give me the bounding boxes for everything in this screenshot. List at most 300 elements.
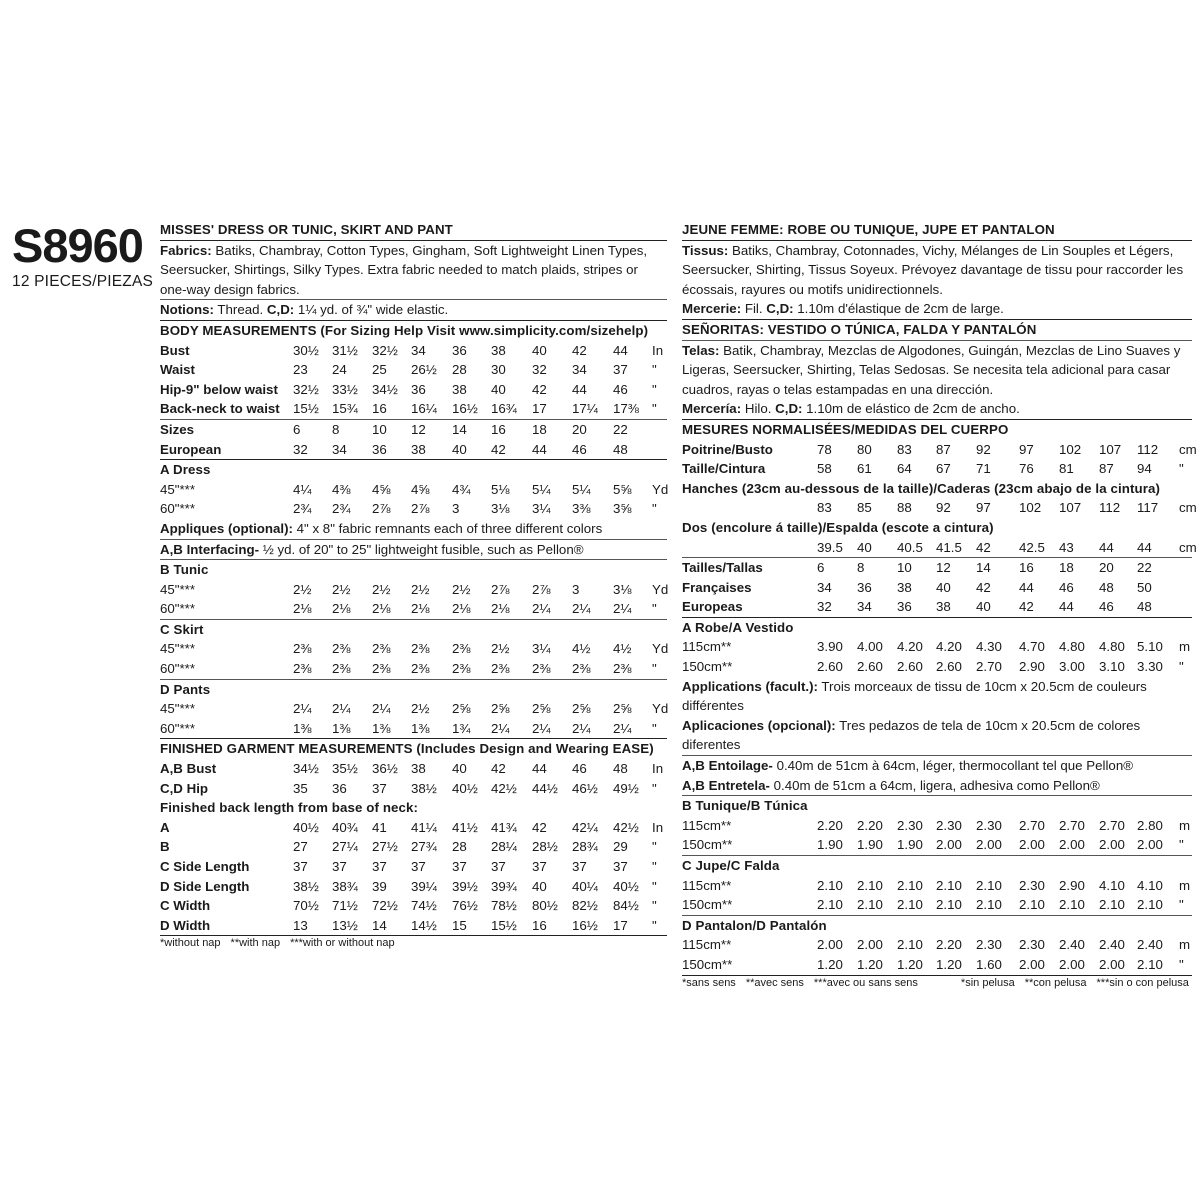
table-cell: 4.70 bbox=[1019, 639, 1045, 655]
table-cell: 2.10 bbox=[1137, 956, 1163, 972]
table-row bbox=[682, 578, 1192, 598]
table-cell: 43 bbox=[1059, 539, 1074, 555]
table-cell: 3.30 bbox=[1137, 659, 1163, 675]
table-cell: 12 bbox=[411, 421, 426, 437]
table-row bbox=[682, 440, 1197, 460]
table-cell: 2½ bbox=[411, 701, 430, 717]
table-cell: 71 bbox=[976, 461, 991, 477]
table-cell: 40 bbox=[936, 579, 951, 595]
mesures-heading: MESURES NORMALISÉES/MEDIDAS DEL CUERPO bbox=[682, 421, 1009, 437]
table-row bbox=[682, 498, 1197, 518]
table-cell: 92 bbox=[936, 500, 951, 516]
table-cell: 40 bbox=[452, 761, 467, 777]
row-label: C,D Hip bbox=[160, 780, 209, 796]
dos-row bbox=[682, 538, 1197, 558]
table-cell: 44 bbox=[1059, 599, 1074, 615]
table-cell: 2¼ bbox=[613, 720, 632, 736]
table-cell: 82½ bbox=[572, 898, 598, 914]
robe-heading: A Robe/A Vestido bbox=[682, 619, 794, 635]
table-cell: 2¾ bbox=[293, 501, 312, 517]
table-cell: 34½ bbox=[372, 381, 398, 397]
table-cell: 5.10 bbox=[1137, 639, 1163, 655]
table-cell: 40½ bbox=[613, 878, 639, 894]
table-cell: 2.20 bbox=[936, 937, 962, 953]
table-cell: 2.30 bbox=[976, 937, 1002, 953]
table-cell: 36 bbox=[452, 342, 467, 358]
table-cell: 15½ bbox=[491, 917, 517, 933]
row-label: B bbox=[160, 839, 170, 855]
table-cell: 1.60 bbox=[976, 956, 1002, 972]
notions-paragraph: Notions: Thread. C,D: 1¼ yd. of ¾" wide elastic. bbox=[160, 302, 449, 318]
table-cell: 2.60 bbox=[897, 659, 923, 675]
table-cell: 10 bbox=[372, 421, 387, 437]
table-cell: 2.10 bbox=[857, 897, 883, 913]
table-cell: 17 bbox=[532, 401, 547, 417]
row-label: C Width bbox=[160, 898, 211, 914]
unit-cell: m bbox=[1179, 817, 1191, 833]
table-cell: 3¼ bbox=[532, 501, 551, 517]
table-cell: 2.00 bbox=[857, 937, 883, 953]
table-cell: 46 bbox=[572, 441, 587, 457]
table-cell: 2⅝ bbox=[572, 701, 591, 717]
unit-cell: cm bbox=[1179, 500, 1197, 516]
table-cell: 1⅜ bbox=[411, 720, 430, 736]
table-cell: 76½ bbox=[452, 898, 478, 914]
table-cell: 2.70 bbox=[1099, 817, 1125, 833]
table-row bbox=[160, 877, 667, 897]
unit-cell: " bbox=[652, 780, 657, 796]
table-cell: 40 bbox=[532, 342, 547, 358]
table-cell: 13½ bbox=[332, 917, 358, 933]
table-cell: 40 bbox=[452, 441, 467, 457]
table-cell: 2⅜ bbox=[293, 641, 312, 657]
table-cell: 2.10 bbox=[857, 877, 883, 893]
table-cell: 48 bbox=[1137, 599, 1152, 615]
table-cell: 1.20 bbox=[817, 956, 843, 972]
tunic-heading: B Tunic bbox=[160, 562, 209, 578]
table-cell: 92 bbox=[976, 441, 991, 457]
unit-cell: " bbox=[652, 601, 657, 617]
table-cell: 84½ bbox=[613, 898, 639, 914]
table-cell: 46½ bbox=[572, 780, 598, 796]
table-cell: 3⅛ bbox=[613, 581, 632, 597]
table-cell: 28¾ bbox=[572, 839, 598, 855]
table-row bbox=[160, 399, 667, 419]
row-label: C Side Length bbox=[160, 859, 250, 874]
table-cell: 2.30 bbox=[1019, 937, 1045, 953]
table-row bbox=[682, 816, 1192, 836]
table-cell: 2¾ bbox=[332, 501, 351, 517]
table-cell: 1⅜ bbox=[293, 720, 312, 736]
table-cell: 67 bbox=[936, 461, 951, 477]
unit-cell: " bbox=[652, 501, 657, 517]
table-cell: 5¼ bbox=[532, 481, 551, 497]
table-cell: 78 bbox=[817, 441, 832, 457]
table-cell: 42 bbox=[532, 381, 547, 397]
table-cell: 2⅞ bbox=[411, 501, 430, 517]
table-cell: 1.90 bbox=[817, 837, 843, 853]
table-cell: 44 bbox=[1099, 539, 1114, 555]
unit-cell: cm bbox=[1179, 539, 1197, 555]
spanish-title: SEÑORITAS: VESTIDO O TÚNICA, FALDA Y PANTALÓN bbox=[682, 321, 1037, 337]
table-cell: 35½ bbox=[332, 761, 358, 777]
unit-cell: m bbox=[1179, 639, 1191, 655]
unit-cell: " bbox=[652, 917, 657, 933]
table-cell: 37 bbox=[293, 859, 308, 874]
table-cell: 2.30 bbox=[897, 817, 923, 833]
table-row bbox=[160, 719, 667, 739]
table-cell: 94 bbox=[1137, 461, 1152, 477]
table-cell: 61 bbox=[857, 461, 872, 477]
table-cell: 28¼ bbox=[491, 839, 517, 855]
table-cell: 2.70 bbox=[976, 659, 1002, 675]
row-label: 115cm** bbox=[682, 817, 732, 833]
pants-heading: D Pants bbox=[160, 681, 211, 697]
table-cell: 112 bbox=[1137, 441, 1159, 457]
table-cell: 2.00 bbox=[976, 837, 1002, 853]
table-cell: 2.80 bbox=[1137, 817, 1163, 833]
table-cell: 32 bbox=[817, 599, 832, 615]
table-cell: 40½ bbox=[452, 780, 478, 796]
table-row bbox=[160, 480, 667, 500]
table-cell: 80 bbox=[857, 441, 872, 457]
table-cell: 37 bbox=[491, 859, 506, 874]
table-row bbox=[682, 538, 1197, 558]
table-cell: 2.00 bbox=[1099, 956, 1125, 972]
table-cell: 35 bbox=[293, 780, 308, 796]
table-cell: 38½ bbox=[411, 780, 437, 796]
table-cell: 4.80 bbox=[1099, 639, 1125, 655]
table-cell: 32 bbox=[293, 441, 308, 457]
table-cell: 16 bbox=[491, 421, 506, 437]
table-cell: 4⅜ bbox=[332, 481, 351, 497]
table-cell: 20 bbox=[1099, 560, 1114, 576]
table-cell: 4¾ bbox=[452, 481, 471, 497]
table-cell: 3.10 bbox=[1099, 659, 1125, 675]
row-label: 45"*** bbox=[160, 701, 196, 717]
table-row bbox=[160, 779, 667, 799]
table-row bbox=[682, 459, 1192, 479]
table-cell: 41.5 bbox=[936, 539, 962, 555]
tailles-table bbox=[682, 558, 1192, 617]
table-cell: 36½ bbox=[372, 761, 398, 777]
table-cell: 41 bbox=[372, 819, 387, 835]
row-label: Poitrine/Busto bbox=[682, 441, 773, 457]
table-cell: 2⅛ bbox=[491, 601, 510, 617]
table-row bbox=[160, 818, 667, 838]
table-cell: 2¼ bbox=[532, 601, 551, 617]
table-cell: 2¼ bbox=[572, 720, 591, 736]
unit-cell: " bbox=[1179, 659, 1184, 675]
table-cell: 37 bbox=[372, 780, 387, 796]
table-cell: 58 bbox=[817, 461, 832, 477]
table-cell: 48 bbox=[613, 441, 628, 457]
row-label: Waist bbox=[160, 362, 195, 378]
table-cell: 16¾ bbox=[491, 401, 517, 417]
table-cell: 3⅛ bbox=[491, 501, 510, 517]
table-cell: 15¾ bbox=[332, 401, 358, 417]
table-cell: 1.20 bbox=[936, 956, 962, 972]
table-cell: 4.80 bbox=[1059, 639, 1085, 655]
table-cell: 39¼ bbox=[411, 878, 437, 894]
table-cell: 97 bbox=[976, 500, 991, 516]
table-cell: 49½ bbox=[613, 780, 639, 796]
table-row bbox=[160, 599, 667, 619]
row-label: 150cm** bbox=[682, 659, 733, 675]
table-cell: 2⅜ bbox=[332, 641, 351, 657]
table-cell: 3⅜ bbox=[572, 501, 591, 517]
unit-cell: " bbox=[652, 720, 657, 736]
row-label: 115cm** bbox=[682, 639, 732, 655]
table-cell: 2⅝ bbox=[452, 701, 471, 717]
table-cell: 2⅝ bbox=[613, 701, 632, 717]
table-cell: 74½ bbox=[411, 898, 437, 914]
table-cell: 2.00 bbox=[1019, 837, 1045, 853]
dos-heading: Dos (encolure á taille)/Espalda (escote a cintura) bbox=[682, 519, 994, 535]
table-cell: 2.10 bbox=[817, 877, 843, 893]
table-cell: 1⅜ bbox=[332, 720, 351, 736]
table-cell: 38 bbox=[452, 381, 467, 397]
table-cell: 2½ bbox=[491, 641, 510, 657]
table-cell: 42 bbox=[1019, 599, 1034, 615]
table-cell: 4½ bbox=[613, 641, 632, 657]
table-cell: 2½ bbox=[452, 581, 471, 597]
table-cell: 42½ bbox=[491, 780, 517, 796]
table-cell: 44 bbox=[532, 761, 547, 777]
unit-cell: m bbox=[1179, 937, 1191, 953]
table-cell: 2.40 bbox=[1059, 937, 1085, 953]
table-cell: 2.90 bbox=[1019, 659, 1045, 675]
table-cell: 2⅛ bbox=[411, 601, 430, 617]
table-cell: 117 bbox=[1137, 500, 1159, 516]
table-cell: 71½ bbox=[332, 898, 358, 914]
row-label: D Width bbox=[160, 917, 211, 933]
table-cell: 2.60 bbox=[857, 659, 883, 675]
unit-cell: cm bbox=[1179, 441, 1197, 457]
table-cell: 33½ bbox=[332, 381, 358, 397]
table-cell: 2.00 bbox=[936, 837, 962, 853]
table-cell: 32½ bbox=[372, 342, 398, 358]
unit-cell: Yd bbox=[652, 481, 669, 497]
table-cell: 2.10 bbox=[1099, 897, 1125, 913]
french-spanish-column bbox=[682, 220, 1197, 990]
table-cell: 2⅜ bbox=[332, 661, 351, 677]
table-cell: 2.00 bbox=[1059, 956, 1085, 972]
table-cell: 2.00 bbox=[1059, 837, 1085, 853]
table-cell: 18 bbox=[532, 421, 547, 437]
entoilage-note: A,B Entoilage- 0.40m de 51cm à 64cm, léger, thermocollant tel que Pellon® bbox=[682, 758, 1134, 774]
table-row bbox=[160, 759, 667, 779]
table-cell: 81 bbox=[1059, 461, 1074, 477]
table-cell: 42¼ bbox=[572, 819, 598, 835]
table-cell: 2⅜ bbox=[452, 641, 471, 657]
row-label: 45"*** bbox=[160, 481, 196, 497]
row-label: Bust bbox=[160, 342, 190, 358]
table-row bbox=[682, 835, 1192, 855]
appliques-note: Appliques (optional): 4" x 8" fabric remnants each of three different colors bbox=[160, 520, 603, 536]
table-cell: 4⅝ bbox=[411, 481, 430, 497]
table-cell: 1.20 bbox=[857, 956, 883, 972]
jupe-yardage-table bbox=[682, 876, 1192, 915]
table-cell: 39 bbox=[372, 878, 387, 894]
table-cell: 3.00 bbox=[1059, 659, 1085, 675]
table-cell: 2½ bbox=[293, 581, 312, 597]
table-cell: 2.10 bbox=[976, 877, 1002, 893]
table-cell: 76 bbox=[1019, 461, 1034, 477]
table-row bbox=[160, 440, 667, 460]
table-cell: 2.20 bbox=[817, 817, 843, 833]
table-cell: 29 bbox=[613, 839, 628, 855]
table-cell: 46 bbox=[1059, 579, 1074, 595]
sizes-table bbox=[160, 420, 667, 459]
table-cell: 15½ bbox=[293, 401, 319, 417]
table-cell: 38½ bbox=[293, 878, 319, 894]
table-row bbox=[160, 420, 667, 440]
row-label: 60"*** bbox=[160, 601, 196, 617]
table-cell: 3 bbox=[572, 581, 580, 597]
table-cell: 17⅜ bbox=[613, 401, 639, 417]
table-cell: 97 bbox=[1019, 441, 1034, 457]
table-cell: 22 bbox=[1137, 560, 1152, 576]
table-cell: 2¼ bbox=[572, 601, 591, 617]
table-cell: 26½ bbox=[411, 362, 437, 378]
finished-measurements-heading: FINISHED GARMENT MEASUREMENTS (Includes Design and Wearing EASE) bbox=[160, 741, 654, 757]
table-cell: 40¼ bbox=[572, 878, 598, 894]
table-cell: 2.90 bbox=[1059, 877, 1085, 893]
skirt-heading: C Skirt bbox=[160, 621, 204, 637]
table-cell: 16 bbox=[532, 917, 547, 933]
table-cell: 40½ bbox=[293, 819, 319, 835]
table-row bbox=[682, 955, 1192, 975]
table-cell: 2¼ bbox=[372, 701, 391, 717]
table-cell: 44½ bbox=[532, 780, 558, 796]
table-cell: 40.5 bbox=[897, 539, 923, 555]
table-cell: 14 bbox=[372, 917, 387, 933]
table-row bbox=[160, 499, 667, 519]
table-cell: 44 bbox=[1019, 579, 1034, 595]
table-cell: 2⅜ bbox=[372, 661, 391, 677]
table-cell: 2.00 bbox=[1099, 837, 1125, 853]
row-label: 150cm** bbox=[682, 897, 733, 913]
table-cell: 44 bbox=[1137, 539, 1152, 555]
french-spanish-footnotes: *sans sens **avec sens ***avec ou sans sens *sin pelusa **con pelusa ***sin o con pelusa bbox=[682, 976, 1189, 989]
unit-cell: In bbox=[652, 342, 664, 358]
table-cell: 2⅝ bbox=[491, 701, 510, 717]
unit-cell: In bbox=[652, 761, 664, 777]
table-cell: 2⅜ bbox=[293, 661, 312, 677]
table-cell: 107 bbox=[1059, 500, 1082, 516]
table-cell: 34 bbox=[572, 362, 587, 378]
table-cell: 1¾ bbox=[452, 720, 471, 736]
table-cell: 83 bbox=[817, 500, 832, 516]
table-row bbox=[160, 916, 667, 936]
row-label: A bbox=[160, 819, 170, 835]
table-cell: 112 bbox=[1099, 500, 1121, 516]
table-row bbox=[682, 558, 1192, 578]
row-label: 60"*** bbox=[160, 661, 196, 677]
table-cell: 72½ bbox=[372, 898, 398, 914]
mercerie-paragraph: Mercerie: Fil. C,D: 1.10m d'élastique de 2cm de large. bbox=[682, 301, 1004, 317]
table-cell: 2⅜ bbox=[572, 661, 591, 677]
table-cell: 2¼ bbox=[532, 720, 551, 736]
table-cell: 38 bbox=[936, 599, 951, 615]
fabrics-paragraph: Fabrics: Batiks, Chambray, Cotton Types, Gingham, Soft Lightweight Linen Types, Seersucker, Shirtings, Silky Types. Extra fabric needed to match plaids, stripes or one-way design fabrics. bbox=[160, 242, 648, 297]
table-cell: 78½ bbox=[491, 898, 517, 914]
table-row bbox=[160, 639, 667, 659]
pattern-number: S8960 bbox=[12, 219, 143, 272]
table-cell: 2.30 bbox=[976, 817, 1002, 833]
table-cell: 2.10 bbox=[897, 897, 923, 913]
table-cell: 1.20 bbox=[897, 956, 923, 972]
row-label: 45"*** bbox=[160, 581, 196, 597]
row-label: Françaises bbox=[682, 579, 752, 595]
table-cell: 83 bbox=[897, 441, 912, 457]
table-cell: 2⅜ bbox=[613, 661, 632, 677]
table-cell: 44 bbox=[532, 441, 547, 457]
table-cell: 88 bbox=[897, 500, 912, 516]
table-cell: 34 bbox=[857, 599, 872, 615]
table-cell: 87 bbox=[936, 441, 951, 457]
table-cell: 42 bbox=[532, 819, 547, 835]
table-cell: 17¼ bbox=[572, 401, 598, 417]
unit-cell: " bbox=[652, 859, 657, 874]
table-cell: 4⅝ bbox=[372, 481, 391, 497]
table-cell: 2.10 bbox=[817, 897, 843, 913]
english-column bbox=[160, 220, 667, 950]
table-cell: 41¾ bbox=[491, 819, 517, 835]
table-cell: 4.20 bbox=[897, 639, 923, 655]
table-cell: 22 bbox=[613, 421, 628, 437]
table-cell: 3¼ bbox=[532, 641, 551, 657]
table-cell: 46 bbox=[613, 381, 628, 397]
row-label: Taille/Cintura bbox=[682, 461, 766, 477]
table-cell: 27½ bbox=[372, 839, 398, 855]
table-cell: 32½ bbox=[293, 381, 319, 397]
row-label: 115cm** bbox=[682, 937, 732, 953]
table-cell: 2.10 bbox=[1019, 897, 1045, 913]
table-cell: 2.10 bbox=[1059, 897, 1085, 913]
unit-cell: " bbox=[652, 839, 657, 855]
row-label: Tailles/Tallas bbox=[682, 560, 763, 576]
body-measurements-heading: BODY MEASUREMENTS (For Sizing Help Visit www.simplicity.com/sizehelp) bbox=[160, 322, 649, 338]
unit-cell: m bbox=[1179, 877, 1191, 893]
row-label: 150cm** bbox=[682, 956, 733, 972]
table-cell: 2.10 bbox=[1137, 897, 1163, 913]
table-cell: 2⅜ bbox=[411, 641, 430, 657]
table-cell: 40 bbox=[532, 878, 547, 894]
unit-cell: Yd bbox=[652, 581, 669, 597]
table-cell: 36 bbox=[857, 579, 872, 595]
table-cell: 12 bbox=[936, 560, 951, 576]
table-cell: 42 bbox=[491, 761, 506, 777]
table-cell: 44 bbox=[613, 342, 628, 358]
table-cell: 14½ bbox=[411, 917, 437, 933]
telas-paragraph: Telas: Batik, Chambray, Mezclas de Algodones, Guingán, Mezclas de Lino Suaves y Ligeras, Seersucker, Shirting, Telas Sedosas. Se necesita tela adicional para casar cuadros, rayas o telas estampadas en una dirección. bbox=[682, 342, 1181, 397]
pieces-count: 12 PIECES/PIEZAS bbox=[12, 273, 154, 290]
table-cell: 37 bbox=[411, 859, 426, 874]
dress-yardage-table bbox=[160, 480, 667, 519]
table-cell: 42.5 bbox=[1019, 539, 1045, 555]
table-cell: 48 bbox=[613, 761, 628, 777]
hanches-heading: Hanches (23cm au-dessous de la taille)/Caderas (23cm abajo de la cintura) bbox=[682, 480, 1161, 496]
row-label: 150cm** bbox=[682, 837, 733, 853]
table-cell: 34 bbox=[817, 579, 832, 595]
pants-yardage-table bbox=[160, 699, 667, 738]
tunique-heading: B Tunique/B Túnica bbox=[682, 798, 808, 814]
table-cell: 85 bbox=[857, 500, 872, 516]
unit-cell: " bbox=[1179, 461, 1184, 477]
table-cell: 4.00 bbox=[857, 639, 883, 655]
